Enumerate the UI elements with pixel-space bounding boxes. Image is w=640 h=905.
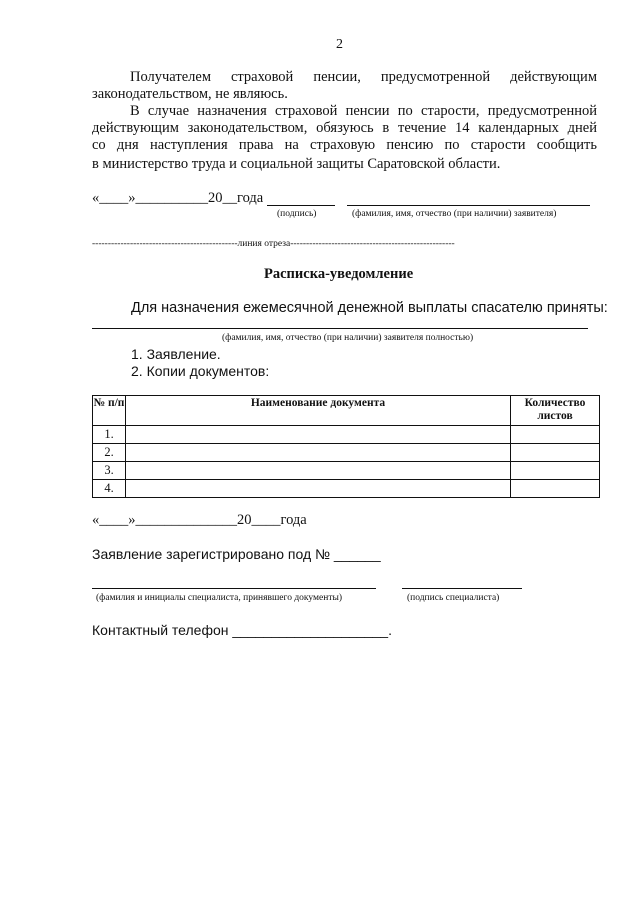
applicant-name-caption: (фамилия, имя, отчество (при наличии) заявителя) — [352, 209, 557, 219]
header-number: № п/п — [93, 396, 126, 426]
sheet-count-cell[interactable] — [511, 444, 600, 462]
table-row — [93, 462, 600, 480]
paragraph-obligation-line: действующим законодательством, обязуюсь в течение 14 календарных дней — [92, 120, 597, 136]
list-item-copies: 2. Копии документов: — [131, 363, 270, 379]
date-field-application[interactable]: «____»__________20__года — [92, 190, 264, 206]
paragraph-obligation-line: со дня наступления права на страховую пенсию по старости сообщить — [92, 137, 597, 153]
paragraph-obligation-line: в министерство труда и социальной защиты Саратовской области. — [92, 156, 501, 172]
receipt-intro: Для назначения ежемесячной денежной выплаты спасателю приняты: — [131, 300, 608, 316]
list-item-application: 1. Заявление. — [131, 346, 221, 362]
documents-table — [92, 395, 600, 498]
registration-number-field[interactable]: Заявление зарегистрировано под № ______ — [92, 546, 381, 562]
paragraph-line: Получателем страховой пенсии, предусмотренной действующим — [130, 69, 597, 85]
receipt-title: Расписка-уведомление — [264, 266, 414, 282]
document-name-cell[interactable] — [126, 480, 511, 498]
row-number: 1. — [93, 426, 126, 444]
specialist-signature-line[interactable] — [402, 588, 522, 589]
document-name-cell[interactable] — [126, 462, 511, 480]
header-document-name: Наименование документа — [126, 396, 511, 426]
signature-line[interactable] — [267, 205, 335, 206]
page-number: 2 — [336, 37, 343, 52]
row-number: 4. — [93, 480, 126, 498]
header-sheet-count: Количество листов — [511, 396, 600, 426]
paragraph-obligation-line: В случае назначения страховой пенсии по старости, предусмотренной — [130, 103, 597, 119]
sheet-count-cell[interactable] — [511, 426, 600, 444]
signature-caption: (подпись) — [277, 209, 317, 219]
applicant-name-line[interactable] — [347, 205, 590, 206]
applicant-full-name-caption: (фамилия, имя, отчество (при наличии) заявителя полностью) — [222, 333, 474, 343]
table-header-row — [93, 396, 600, 426]
applicant-full-name-line[interactable] — [92, 328, 588, 329]
row-number: 3. — [93, 462, 126, 480]
document-name-cell[interactable] — [126, 444, 511, 462]
table-row — [93, 480, 600, 498]
specialist-signature-caption: (подпись специалиста) — [407, 593, 500, 603]
sheet-count-cell[interactable] — [511, 462, 600, 480]
paragraph-not-pensioner — [92, 69, 597, 85]
table-row — [93, 444, 600, 462]
contact-phone-field[interactable]: Контактный телефон ____________________. — [92, 622, 392, 638]
row-number: 2. — [93, 444, 126, 462]
cut-line: ----------------------------------------------линия отреза---------------------------------------------------- — [92, 239, 455, 249]
paragraph-line: законодательством, не являюсь. — [92, 86, 288, 102]
specialist-name-caption: (фамилия и инициалы специалиста, принявшего документы) — [96, 593, 343, 603]
specialist-name-line[interactable] — [92, 588, 376, 589]
document-name-cell[interactable] — [126, 426, 511, 444]
sheet-count-cell[interactable] — [511, 480, 600, 498]
table-row — [93, 426, 600, 444]
date-field-receipt[interactable]: «____»______________20____года — [92, 512, 307, 528]
